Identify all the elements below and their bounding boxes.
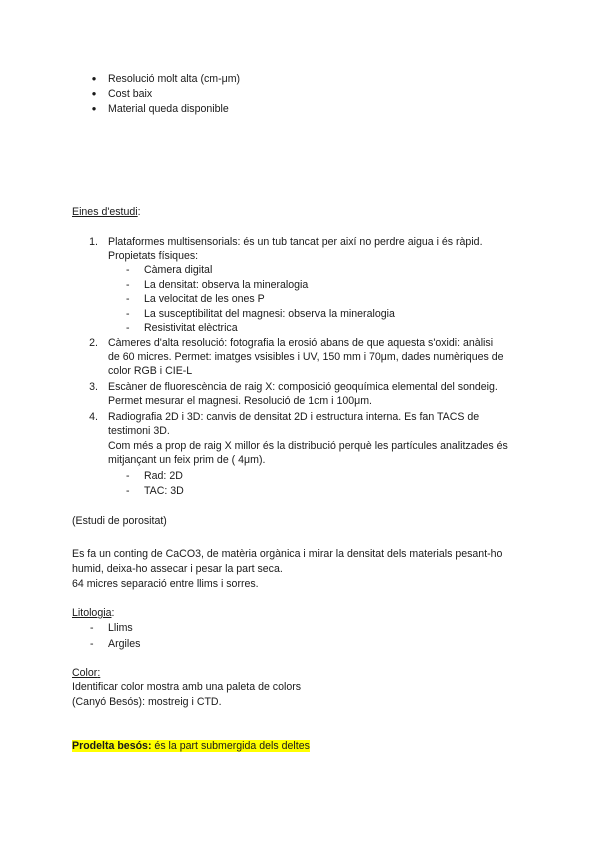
item-line: Permet mesurar el magnesi. Resolució de 1cm i 100μm. [108, 395, 372, 407]
sub-item: Resistivitat elèctrica [144, 322, 238, 334]
item-line: Escàner de fluorescència de raig X: composició geoquímica elemental del sondeig. [108, 381, 498, 393]
item-line: testimoni 3D. [108, 425, 170, 437]
litologia-heading [72, 606, 114, 621]
dash-icon: - [126, 264, 130, 276]
litologia-heading-colon: : [111, 607, 115, 619]
list-item-text: Material queda disponible [108, 103, 229, 115]
sub-item: La susceptibilitat del magnesi: observa la mineralogia [144, 308, 395, 320]
item-number: 2. [89, 337, 98, 349]
color-heading-text: Color [72, 667, 98, 679]
color-heading [72, 666, 100, 681]
bullet-icon: ● [91, 104, 97, 113]
sub-item: La densitat: observa la mineralogia [144, 279, 309, 291]
color-line: Identificar color mostra amb una paleta de colors [72, 681, 302, 693]
dash-icon: - [126, 485, 130, 497]
item-line: Com més a prop de raig X millor és la distribució perquè les partícules analitzades és [108, 440, 508, 452]
paragraph-line: 64 micres separació entre llims i sorres. [72, 578, 259, 590]
dash-icon: - [126, 470, 130, 482]
item-line: mitjançant un feix prim de ( 4μm). [108, 454, 266, 466]
list-item-text: Cost baix [108, 88, 153, 100]
paragraph-line: Es fa un conting de CaCO3, de matèria orgànica i mirar la densitat dels materials pesant-ho [72, 548, 503, 560]
prodelta-term: Prodelta besós: [72, 740, 152, 752]
bullet-icon: ● [91, 89, 97, 98]
prodelta-note [72, 739, 310, 754]
eines-heading-text: Eines d'estudi [72, 206, 138, 218]
item-number: 3. [89, 381, 98, 393]
prodelta-definition: és la part submergida dels deltes [151, 740, 310, 752]
dash-icon: - [126, 322, 130, 334]
dash-icon: - [126, 293, 130, 305]
sub-item: Rad: 2D [144, 470, 183, 482]
sub-item: Càmera digital [144, 264, 213, 276]
paragraph-line: humid, deixa-ho assecar i pesar la part seca. [72, 563, 283, 575]
eines-heading [72, 205, 141, 220]
sub-item: La velocitat de les ones P [144, 293, 265, 305]
list-item-text: Resolució molt alta (cm-μm) [108, 73, 241, 85]
item-line: Plataformes multisensorials: és un tub tancat per així no perdre aigua i és ràpid. [108, 236, 483, 248]
item-number: 4. [89, 411, 98, 423]
dash-icon: - [126, 279, 130, 291]
litologia-item: Argiles [108, 638, 141, 650]
color-heading-colon: : [97, 667, 101, 679]
sub-item: TAC: 3D [144, 485, 184, 497]
litologia-heading-text: Litologia [72, 607, 112, 619]
item-line: Radiografia 2D i 3D: canvis de densitat 2D i estructura interna. Es fan TACS de [108, 411, 480, 423]
porositat-note: (Estudi de porositat) [72, 515, 167, 527]
dash-icon: - [90, 622, 94, 634]
item-line: color RGB i CIE-L [108, 365, 193, 377]
item-number: 1. [89, 236, 98, 248]
eines-heading-colon: : [137, 206, 141, 218]
dash-icon: - [90, 638, 94, 650]
litologia-item: Llims [108, 622, 133, 634]
dash-icon: - [126, 308, 130, 320]
item-line: Càmeres d'alta resolució: fotografia la erosió abans de que aquesta s'oxidi: anàlisi [108, 337, 494, 349]
bullet-icon: ● [91, 74, 97, 83]
item-line: Propietats físiques: [108, 250, 199, 262]
color-line: (Canyó Besós): mostreig i CTD. [72, 696, 222, 708]
item-line: de 60 micres. Permet: imatges vsisibles i UV, 150 mm i 70μm, dades numèriques de [108, 351, 504, 363]
